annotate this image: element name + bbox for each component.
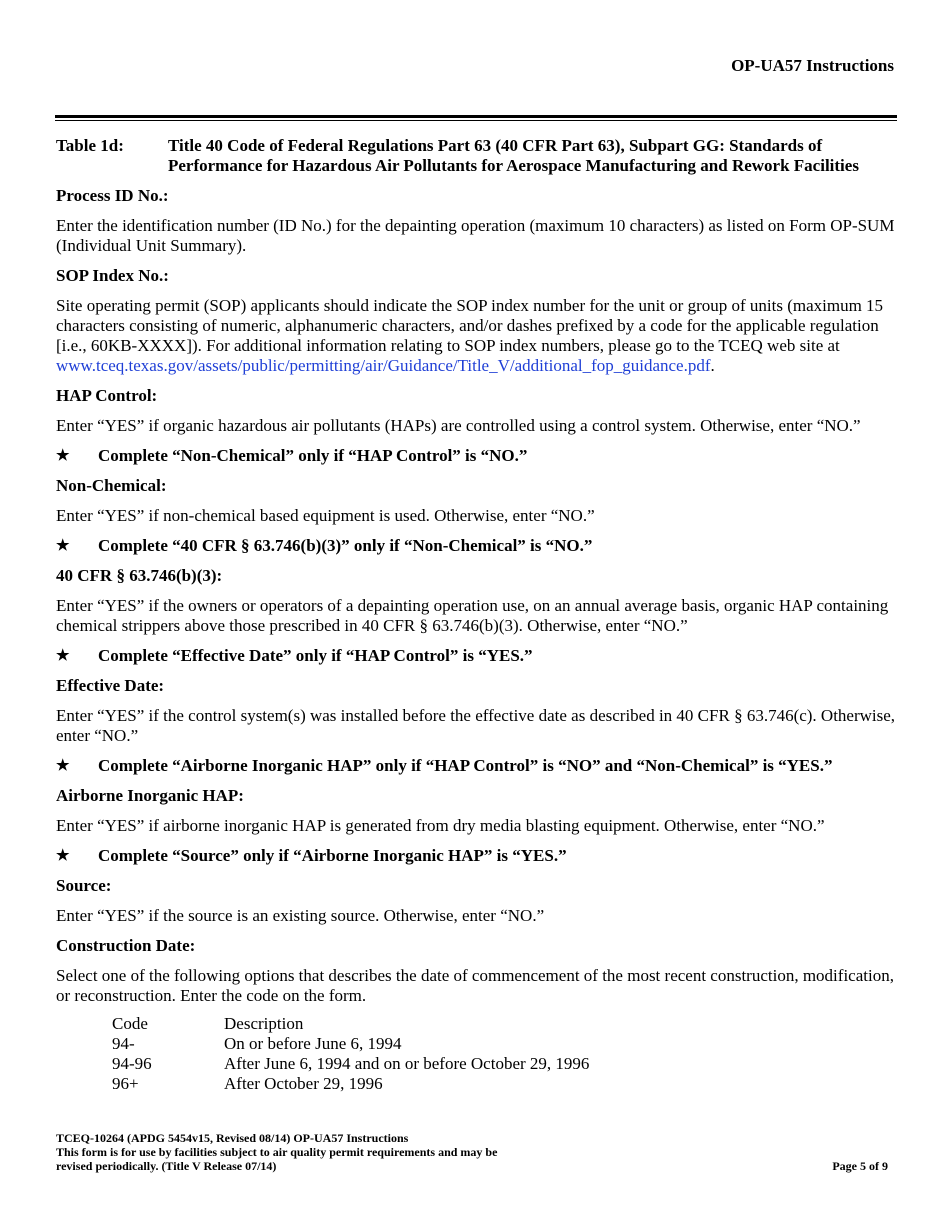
page-header-title: OP-UA57 Instructions [731, 56, 894, 75]
note-text: Complete “40 CFR § 63.746(b)(3)” only if “Non-Chemical” is “NO.” [98, 536, 593, 555]
section-heading-construction-date: Construction Date: [56, 936, 196, 955]
note-text: Complete “Source” only if “Airborne Inorganic HAP” is “YES.” [98, 846, 567, 865]
note-effective-date [56, 646, 898, 666]
section-heading-cfr: 40 CFR § 63.746(b)(3): [56, 566, 223, 585]
note-non-chemical [56, 446, 898, 466]
star-icon: ★ [56, 758, 70, 774]
section-text-construction-date: Select one of the following options that describes the date of commencement of the most recent construction, modification, or reconstruction. Enter the code on the form. [56, 966, 894, 1005]
description-cell: On or before June 6, 1994 [224, 1034, 402, 1053]
section-heading-airborne: Airborne Inorganic HAP: [56, 786, 244, 805]
section-heading-effective-date: Effective Date: [56, 676, 165, 695]
star-icon: ★ [56, 848, 70, 864]
description-cell: After October 29, 1996 [224, 1074, 383, 1093]
section-text-non-chemical: Enter “YES” if non-chemical based equipment is used. Otherwise, enter “NO.” [56, 506, 595, 525]
page-number: Page 5 of 9 [832, 1159, 888, 1173]
construction-code-table [112, 1014, 898, 1094]
page-footer [56, 1131, 556, 1173]
section-text-hap-control: Enter “YES” if organic hazardous air pollutants (HAPs) are controlled using a control system. Otherwise, enter “NO.” [56, 416, 861, 435]
section-text-process-id: Enter the identification number (ID No.) for the depainting operation (maximum 10 characters) as listed on Form OP-SUM (Individual Unit Summary). [56, 216, 895, 255]
code-cell: 94-96 [112, 1054, 152, 1073]
section-heading-process-id: Process ID No.: [56, 186, 169, 205]
star-icon: ★ [56, 538, 70, 554]
table-row [112, 1054, 898, 1074]
section-text-source: Enter “YES” if the source is an existing source. Otherwise, enter “NO.” [56, 906, 545, 925]
star-icon: ★ [56, 448, 70, 464]
fop-guidance-link[interactable]: www.tceq.texas.gov/assets/public/permitting/air/Guidance/Title_V/additional_fop_guidance.pdf [56, 356, 711, 375]
sop-text-before: Site operating permit (SOP) applicants should indicate the SOP index number for the unit or group of units (maximum 15 characters consisting of numeric, alphanumeric characters, and/or dashes prefixed by a code for the applicable regulation [i.e., 60KB-XXXX]). For additional information relating to SOP index numbers, please go to the TCEQ web site at [56, 296, 884, 355]
section-text-sop-index [56, 296, 898, 376]
document-body [56, 136, 898, 1094]
footer-form-id: TCEQ-10264 (APDG 5454v15, Revised 08/14) OP-UA57 Instructions [56, 1131, 409, 1145]
code-table-header [112, 1014, 898, 1034]
footer-release: revised periodically. (Title V Release 07/14) [56, 1159, 277, 1173]
header-rule-thin [55, 120, 897, 121]
code-cell: 96+ [112, 1074, 139, 1093]
section-heading-non-chemical: Non-Chemical: [56, 476, 167, 495]
table-title: Title 40 Code of Federal Regulations Part 63 (40 CFR Part 63), Subpart GG: Standards of Performance for Hazardous Air Pollutants for Aerospace Manufacturing and Rework Facilities [168, 136, 859, 175]
note-text: Complete “Non-Chemical” only if “HAP Control” is “NO.” [98, 446, 528, 465]
description-cell: After June 6, 1994 and on or before October 29, 1996 [224, 1054, 590, 1073]
star-icon: ★ [56, 648, 70, 664]
footer-usage-note: This form is for use by facilities subject to air quality permit requirements and may be [56, 1145, 498, 1159]
section-heading-source: Source: [56, 876, 112, 895]
table-heading [56, 136, 898, 176]
table-label: Table 1d: [56, 136, 124, 155]
section-text-cfr: Enter “YES” if the owners or operators of a depainting operation use, on an annual average basis, organic HAP containing chemical strippers above those prescribed in 40 CFR § 63.746(b)(3). Otherwise, enter “NO.” [56, 596, 889, 635]
description-column-header: Description [224, 1014, 304, 1033]
section-heading-hap-control: HAP Control: [56, 386, 158, 405]
section-text-effective-date: Enter “YES” if the control system(s) was installed before the effective date as described in 40 CFR § 63.746(c). Otherwise, enter “NO.” [56, 706, 896, 745]
note-airborne [56, 756, 898, 776]
note-source [56, 846, 898, 866]
section-heading-sop-index: SOP Index No.: [56, 266, 169, 285]
table-row [112, 1034, 898, 1054]
note-cfr [56, 536, 898, 556]
section-text-airborne: Enter “YES” if airborne inorganic HAP is generated from dry media blasting equipment. Otherwise, enter “NO.” [56, 816, 825, 835]
note-text: Complete “Airborne Inorganic HAP” only if “HAP Control” is “NO” and “Non-Chemical” is “YES.” [98, 756, 833, 775]
header-rule-thick [55, 115, 897, 118]
code-column-header: Code [112, 1014, 148, 1033]
code-cell: 94- [112, 1034, 135, 1053]
note-text: Complete “Effective Date” only if “HAP Control” is “YES.” [98, 646, 533, 665]
table-row [112, 1074, 898, 1094]
sop-text-after: . [710, 356, 715, 375]
